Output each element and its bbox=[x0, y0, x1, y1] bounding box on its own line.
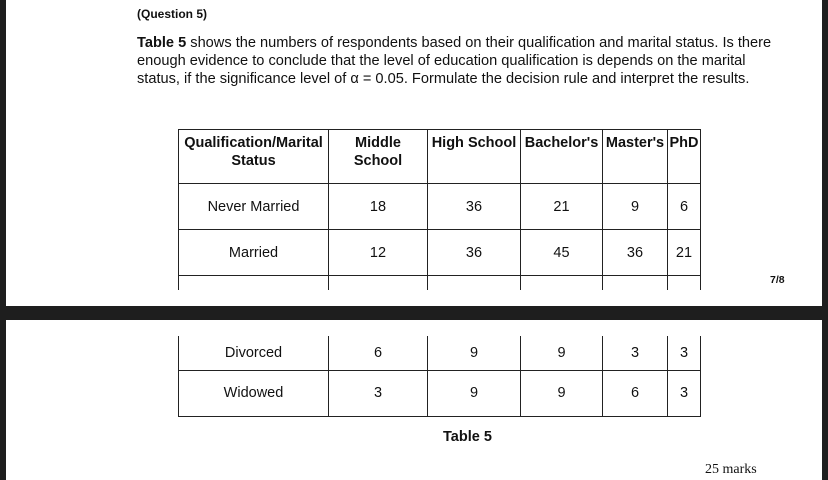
table-cell: 12 bbox=[329, 230, 428, 276]
table-header-row bbox=[179, 130, 701, 184]
question-text bbox=[137, 34, 777, 89]
table-caption: Table 5 bbox=[443, 429, 492, 445]
question-number: (Question 5) bbox=[137, 7, 208, 21]
table-cell: 36 bbox=[428, 184, 521, 230]
table-cell: 6 bbox=[603, 370, 668, 416]
table-cell: 3 bbox=[668, 336, 701, 370]
table-cell: 3 bbox=[329, 370, 428, 416]
row-label: Married bbox=[179, 230, 329, 276]
table-cell: 9 bbox=[428, 370, 521, 416]
table-cell: 45 bbox=[521, 230, 603, 276]
row-label: Divorced bbox=[179, 336, 329, 370]
data-table-top bbox=[178, 129, 701, 290]
table-cell: 21 bbox=[521, 184, 603, 230]
question-body: shows the numbers of respondents based on their qualification and marital status. Is there enough evidence to conclude that the level of education qualification is depends on the marital status, if the significance level of α = 0.05. Formulate the decision rule and interpret the results. bbox=[137, 35, 772, 88]
table-cell: 9 bbox=[603, 184, 668, 230]
col-header: High School bbox=[428, 130, 521, 184]
table-cell: 3 bbox=[603, 336, 668, 370]
table-cell: 6 bbox=[668, 184, 701, 230]
col-header: Master's bbox=[603, 130, 668, 184]
table-cell: 36 bbox=[428, 230, 521, 276]
table-cell: 36 bbox=[603, 230, 668, 276]
table-cell: 9 bbox=[521, 336, 603, 370]
table-cell: 9 bbox=[521, 370, 603, 416]
col-header: Bachelor's bbox=[521, 130, 603, 184]
table-row bbox=[179, 336, 701, 370]
table-row bbox=[179, 184, 701, 230]
table-cell: 21 bbox=[668, 230, 701, 276]
col-header: PhD bbox=[668, 130, 701, 184]
page-top bbox=[6, 0, 822, 306]
data-table-bottom bbox=[178, 336, 701, 417]
table-cell: 9 bbox=[428, 336, 521, 370]
row-label: Widowed bbox=[179, 370, 329, 416]
question-lead: Table 5 bbox=[137, 35, 187, 51]
page-number: 7/8 bbox=[770, 274, 785, 286]
col-header: Qualification/Marital Status bbox=[179, 130, 329, 184]
table-row-partial bbox=[179, 276, 701, 290]
row-label: Never Married bbox=[179, 184, 329, 230]
table-row bbox=[179, 370, 701, 416]
marks-label: 25 marks bbox=[705, 462, 757, 477]
table-cell: 6 bbox=[329, 336, 428, 370]
table-row bbox=[179, 230, 701, 276]
page-bottom bbox=[6, 320, 822, 480]
table-cell: 3 bbox=[668, 370, 701, 416]
table-cell: 18 bbox=[329, 184, 428, 230]
col-header: Middle School bbox=[329, 130, 428, 184]
